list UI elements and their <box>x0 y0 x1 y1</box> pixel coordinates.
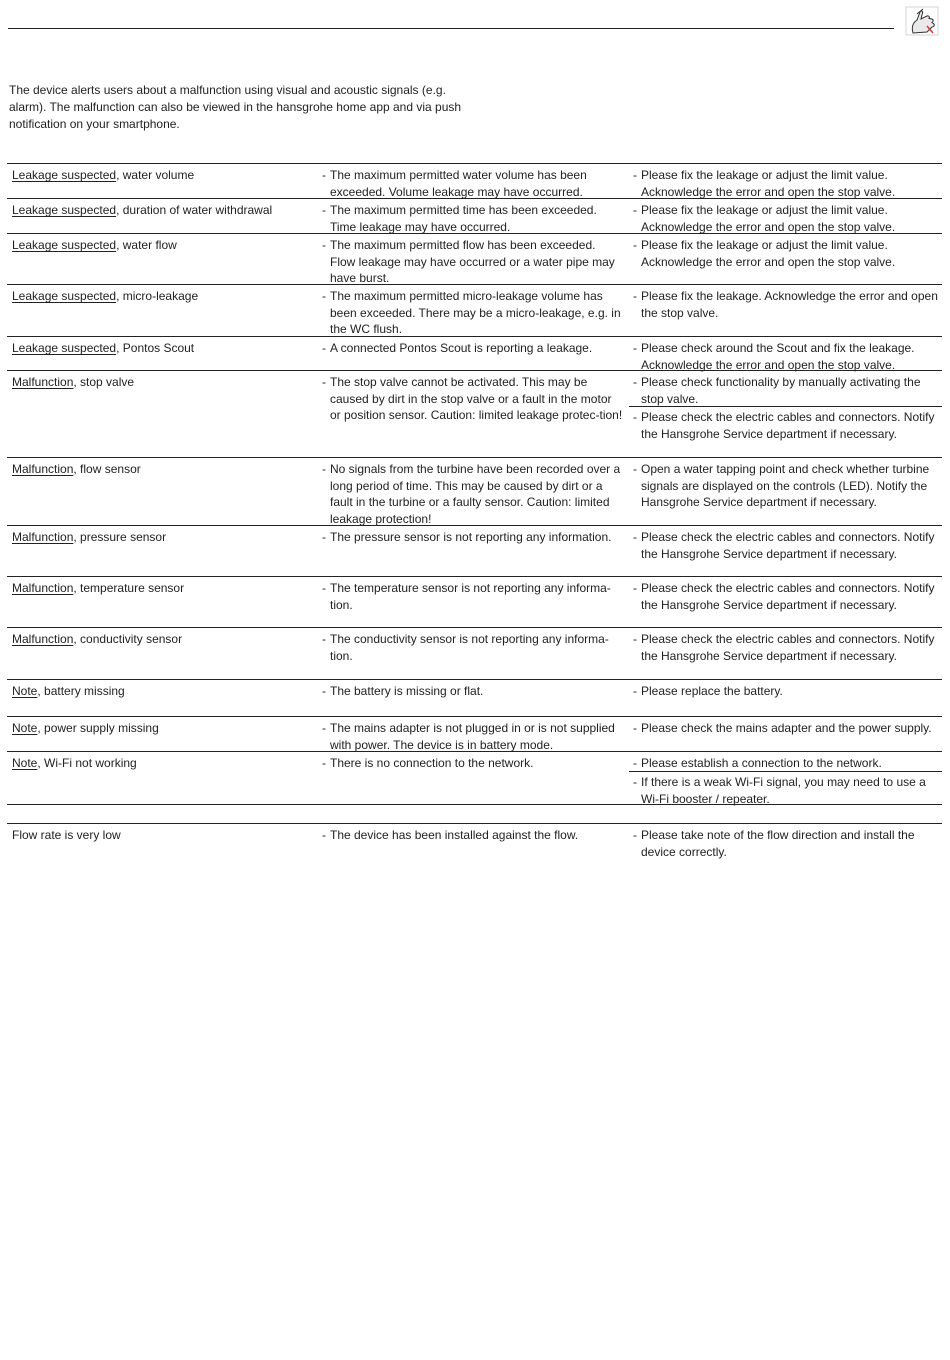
table-row <box>7 370 942 441</box>
hand-touch-icon <box>905 6 939 36</box>
malfunction-detail: , pressure sensor <box>73 530 167 544</box>
cause-text: - A connected Pontos Scout is reporting a leakage. <box>322 341 593 355</box>
malfunction-name <box>12 461 312 478</box>
malfunction-detail: , Wi-Fi not working <box>37 756 137 770</box>
cause-text: - The maximum permitted micro-leakage volume has been exceeded. There may be a micro-leakage, e.g. in the WC flush. <box>322 289 621 337</box>
malfunction-name <box>12 167 312 184</box>
cause-text: - The pressure sensor is not reporting any information. <box>322 530 612 544</box>
cause-text: - The maximum permitted water volume has been exceeded. Volume leakage may have occurred. <box>322 168 587 199</box>
cause-text: - The mains adapter is not plugged in or is not supplied with power. The device is in battery mode. <box>322 721 615 752</box>
cause-text: - There is no connection to the network. <box>322 756 534 770</box>
malfunction-name <box>12 340 312 357</box>
malfunction-detail: , Pontos Scout <box>116 341 195 355</box>
table-row <box>7 627 942 663</box>
malfunction-detail: , battery missing <box>37 684 125 698</box>
table-row <box>7 233 942 286</box>
malfunction-category: Malfunction <box>12 462 74 476</box>
cause-text: - The maximum permitted flow has been exceeded. Flow leakage may have occurred or a water pipe may have burst. <box>322 238 615 286</box>
table-row <box>7 823 942 859</box>
malfunction-category: Note <box>12 721 38 735</box>
malfunction-category: Note <box>12 756 38 770</box>
table-row <box>7 679 942 698</box>
remedy-divider <box>629 771 942 772</box>
malfunction-name <box>12 827 312 844</box>
malfunction-name <box>12 580 312 597</box>
malfunction-category: Malfunction <box>12 375 74 389</box>
malfunction-category: Malfunction <box>12 632 74 646</box>
remedy-text: - Please check the electric cables and connectors. Notify the Hansgrohe Service department if necessary. <box>633 632 935 663</box>
cause-text: - The temperature sensor is not reporting any informa-tion. <box>322 581 611 612</box>
malfunction-category: Leakage suspected <box>12 341 117 355</box>
remedy-text: - Please fix the leakage or adjust the limit value. Acknowledge the error and open the stop valve. <box>633 203 896 234</box>
malfunction-name <box>12 631 312 648</box>
malfunction-category: Leakage suspected <box>12 289 117 303</box>
cause-text: - No signals from the turbine have been recorded over a long period of time. This may be caused by dirt or a fault in the turbine or a faulty sensor. Caution: limited leakage protection! <box>322 462 621 526</box>
malfunction-detail: , water volume <box>116 168 195 182</box>
malfunction-name <box>12 237 312 254</box>
header-rule <box>8 28 894 29</box>
table-section-end-rule <box>7 804 942 805</box>
malfunction-detail: , temperature sensor <box>73 581 185 595</box>
remedy-text: - Please establish a connection to the network. <box>633 756 882 770</box>
remedy-text: - Please check the mains adapter and the power supply. <box>633 721 932 735</box>
malfunction-detail: Flow rate is very low <box>12 828 121 842</box>
malfunction-detail: , stop valve <box>73 375 135 389</box>
malfunction-category: Malfunction <box>12 530 74 544</box>
cause-text: - The conductivity sensor is not reporting any informa-tion. <box>322 632 609 663</box>
malfunction-name <box>12 683 312 700</box>
cause-text: - The maximum permitted time has been exceeded. Time leakage may have occurred. <box>322 203 597 234</box>
cause-text: - The device has been installed against the flow. <box>322 828 579 842</box>
malfunction-category: Leakage suspected <box>12 238 117 252</box>
malfunction-name <box>12 374 312 391</box>
table-row <box>7 336 942 372</box>
remedy-text: - If there is a weak Wi-Fi signal, you may need to use a Wi-Fi booster / repeater. <box>633 775 926 806</box>
malfunction-category: Leakage suspected <box>12 168 117 182</box>
malfunction-category: Leakage suspected <box>12 203 117 217</box>
malfunction-name <box>12 755 312 772</box>
remedy-text: - Open a water tapping point and check whether turbine signals are displayed on the controls (LED). Notify the Hansgrohe Service department if necessary. <box>633 462 930 510</box>
remedy-text: - Please check the electric cables and connectors. Notify the Hansgrohe Service department if necessary. <box>633 530 935 561</box>
remedy-divider <box>629 406 942 407</box>
table-row <box>7 751 942 806</box>
malfunction-name <box>12 202 312 219</box>
table-row <box>7 163 942 199</box>
malfunction-category: Note <box>12 684 38 698</box>
remedy-text: - Please fix the leakage or adjust the limit value. Acknowledge the error and open the stop valve. <box>633 168 896 199</box>
remedy-text: - Please check functionality by manually activating the stop valve. <box>633 375 921 406</box>
cause-text: - The stop valve cannot be activated. This may be caused by dirt in the stop valve or a fault in the motor or position sensor. Caution: limited leakage protec-tion! <box>322 375 623 423</box>
malfunction-category: Malfunction <box>12 581 74 595</box>
table-row <box>7 525 942 561</box>
malfunction-detail: , duration of water withdrawal <box>116 203 273 217</box>
table-row <box>7 284 942 337</box>
malfunction-detail: , micro-leakage <box>116 289 199 303</box>
malfunction-name <box>12 720 312 737</box>
table-row <box>7 576 942 612</box>
remedy-text: - Please fix the leakage. Acknowledge the error and open the stop valve. <box>633 289 938 320</box>
intro-text: The device alerts users about a malfunction using visual and acoustic signals (e.g. alarm). The malfunction can also be viewed in the hansgrohe home app and via push notification on your smartphone. <box>9 83 462 131</box>
malfunction-detail: , conductivity sensor <box>73 632 183 646</box>
remedy-text: - Please check the electric cables and connectors. Notify the Hansgrohe Service department if necessary. <box>633 410 935 441</box>
table-row <box>7 716 942 752</box>
malfunction-name <box>12 288 312 305</box>
cause-text: - The battery is missing or flat. <box>322 684 484 698</box>
remedy-text: - Please check the electric cables and connectors. Notify the Hansgrohe Service department if necessary. <box>633 581 935 612</box>
malfunction-name <box>12 529 312 546</box>
remedy-text: - Please check around the Scout and fix the leakage. Acknowledge the error and open the stop valve. <box>633 341 915 372</box>
table-row <box>7 198 942 234</box>
remedy-text: - Please take note of the flow direction and install the device correctly. <box>633 828 915 859</box>
remedy-text: - Please replace the battery. <box>633 684 783 698</box>
malfunction-detail: , flow sensor <box>73 462 141 476</box>
table-row <box>7 457 942 526</box>
remedy-text: - Please fix the leakage or adjust the limit value. Acknowledge the error and open the stop valve. <box>633 238 896 269</box>
malfunction-detail: , power supply missing <box>37 721 159 735</box>
malfunction-detail: , water flow <box>116 238 177 252</box>
